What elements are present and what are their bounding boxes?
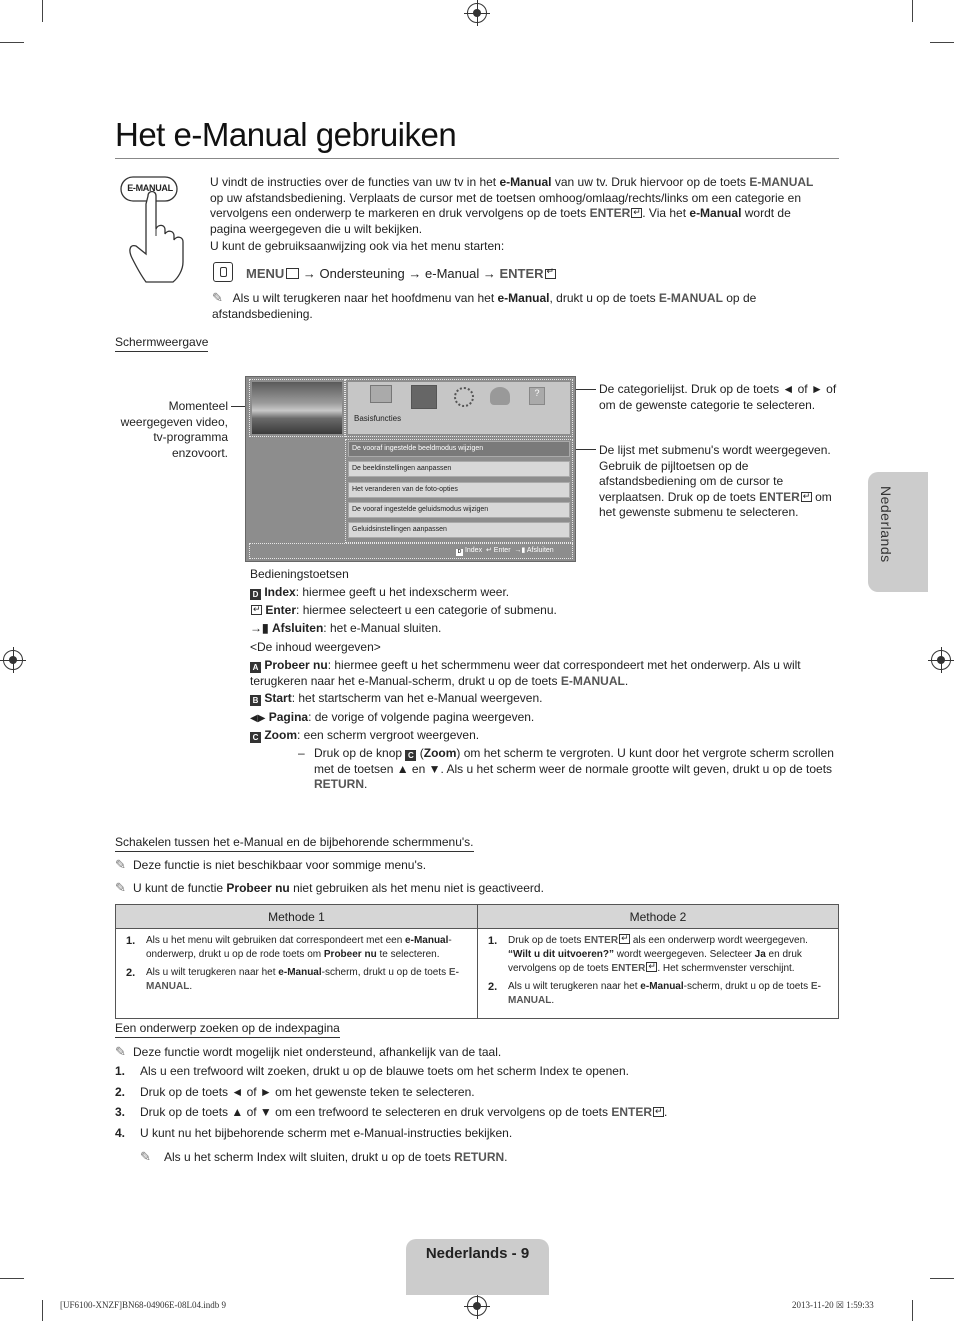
control-zoom: C Zoom: een scherm vergroot weergeven. <box>250 728 479 744</box>
menu-item-4[interactable]: De vooraf ingestelde geluidsmodus wijzigen <box>348 502 570 518</box>
registration-mark-bottom <box>467 1296 487 1316</box>
menu-path: MENU → Ondersteuning → e-Manual → ENTER↵ <box>246 266 556 281</box>
title-rule <box>115 158 839 159</box>
control-try-now: A Probeer nu: hiermee geeft u het schermmenu weer dat correspondeert met het onderwerp. Als u wilt terugkeren naar het e-Manual-scherm, drukt u op de toets E-MANUAL. <box>250 658 801 688</box>
page-footer-tab <box>406 1239 549 1295</box>
menu-item-5[interactable]: Geluidsinstellingen aanpassen <box>348 522 570 538</box>
switch-note-1: ✎ Deze functie is niet beschikbaar voor sommige menu's. <box>115 857 427 872</box>
method-2-step-2: 2. Als u wilt terugkeren naar het e-Manual-scherm, drukt u op de toets E-MANUAL. <box>488 981 821 1006</box>
category-icon-settings[interactable] <box>454 387 474 407</box>
registration-mark-right <box>931 650 951 670</box>
language-side-tab: Nederlands <box>868 472 928 592</box>
col-header-method-1: Methode 1 <box>116 905 478 929</box>
enter-icon <box>646 962 657 972</box>
exit-key-icon: →▮ <box>514 547 526 554</box>
index-step-4: 4. U kunt nu het bijbehorende scherm met e-Manual-instructies bekijken. <box>115 1126 513 1140</box>
intro-note: ✎ Als u wilt terugkeren naar het hoofdmenu van het e-Manual, drukt u op de toets E-MANUAL op de afstandsbediening. <box>212 290 757 321</box>
methods-table <box>115 904 839 1019</box>
control-bar-items: D Index ↵ Enter →▮ Afsluiten <box>457 547 554 555</box>
content-heading: <De inhoud weergeven> <box>250 640 381 654</box>
enter-icon <box>801 492 812 502</box>
page-number: Nederlands - 9 <box>425 1245 530 1262</box>
right-callout-line-1 <box>576 389 596 390</box>
menu-item-1[interactable]: De vooraf ingestelde beeldmodus wijzigen <box>348 441 570 457</box>
section-heading-switch: Schakelen tussen het e-Manual en de bijbehorende schermmenu's. <box>115 835 474 852</box>
enter-icon <box>545 269 556 279</box>
b-key-icon: B <box>250 695 261 706</box>
enter-key-icon: ↵ <box>485 547 492 554</box>
index-step-1: 1. Als u een trefwoord wilt zoeken, drukt u op de blauwe toets om het scherm Index te openen. <box>115 1064 629 1078</box>
note-pencil-icon: ✎ <box>212 290 223 305</box>
zoom-dash: – <box>298 746 305 760</box>
note-pencil-icon: ✎ <box>115 857 126 872</box>
method-2-step-1: 1. Druk op de toets ENTER↵ als een onderwerp wordt weergegeven. “Wilt u dit uitvoeren?” wordt weergegeven. Selecteer Ja en druk vervolgens op de toets ENTER↵ . Het schermvenster verschijnt. <box>486 934 830 976</box>
method-2-cell <box>478 929 839 1019</box>
right-callout-submenu: De lijst met submenu's wordt weergegeven. Gebruik de pijltoetsen op de afstandsbediening om de cursor te verplaatsen. Druk op de toets ENTER↵ om het gewenste submenu te selecteren. <box>599 443 839 521</box>
enter-icon <box>631 208 642 218</box>
index-step-3: 3. Druk op de toets ▲ of ▼ om een trefwoord te selecteren en druk vervolgens op de toets ENTER↵ . <box>115 1105 667 1120</box>
control-page: ◀▶ Pagina: de vorige of volgende pagina weergeven. <box>250 710 535 724</box>
section-heading-screen: Schermweergave <box>115 335 208 352</box>
e-manual-button-label: E-MANUAL <box>127 183 173 193</box>
control-index: D Index: hiermee geeft u het indexscherm weer. <box>250 585 509 601</box>
registration-mark-top <box>467 3 487 23</box>
col-header-method-2: Methode 2 <box>478 905 839 929</box>
left-callout: Momenteel weergegeven video, tv-programma enzovoort. <box>120 399 228 460</box>
enter-icon <box>251 605 262 615</box>
e-manual-screen <box>245 376 576 562</box>
slug-right: 2013-11-20 ☒ 1:59:33 <box>792 1300 874 1310</box>
index-note: ✎ Deze functie wordt mogelijk niet ondersteund, afhankelijk van de taal. <box>115 1044 502 1059</box>
index-d-icon: D <box>250 589 261 600</box>
c-key-icon: C <box>405 750 416 761</box>
c-key-icon: C <box>250 732 261 743</box>
menu-item-2[interactable]: De beeldinstellingen aanpassen <box>348 461 570 477</box>
method-1-step-1: 1. Als u het menu wilt gebruiken dat correspondeert met een e-Manual-onderwerp, drukt u op de rode toets om Probeer nu te selecteren. <box>126 935 452 960</box>
right-callout-line-2 <box>576 449 596 450</box>
right-callout-categories: De categorielijst. Druk op de toets ◄ of ► of om de gewenste categorie te selecteren. <box>599 382 837 412</box>
page-arrows-icon: ◀▶ <box>250 713 266 724</box>
menu-path-icon <box>213 262 233 282</box>
zoom-detail: Druk op de knop C (Zoom) om het scherm te vergroten. U kunt door het vergrote scherm scrollen met de toetsen ▲ en ▼. Als u het scherm weer de normale grootte wilt geven, drukt u op de toets RETURN. <box>314 746 834 792</box>
slug-left: [UF6100-XNZF]BN68-04906E-08L04.indb 9 <box>60 1300 226 1310</box>
control-start: B Start: het startscherm van het e-Manual weergeven. <box>250 691 542 707</box>
control-exit: →▮ Afsluiten: het e-Manual sluiten. <box>250 621 442 635</box>
note-pencil-icon: ✎ <box>115 880 126 895</box>
category-label: Basisfuncties <box>354 414 402 423</box>
method-1-cell <box>116 929 478 1019</box>
category-icon-help[interactable]: ? <box>529 387 545 405</box>
note-pencil-icon: ✎ <box>115 1044 126 1059</box>
note-pencil-icon: ✎ <box>140 1149 151 1164</box>
controls-heading: Bedieningstoetsen <box>250 567 349 581</box>
index-final-note: ✎ Als u het scherm Index wilt sluiten, drukt u op de toets RETURN. <box>140 1149 508 1164</box>
intro-paragraph: U vindt de instructies over de functies van uw tv in het e-Manual van uw tv. Druk hiervoor op de toets E-MANUAL op uw afstandsbediening. Verplaats de cursor met de toetsen omhoog/omlaag/rechts/links om een categorie en vervolgens een onderwerp te markeren en druk vervolgens op de toets ENTER↵ . Via het e-Manual wordt de pagina weergegeven die u wilt bekijken. <box>210 175 822 237</box>
category-icon-network[interactable] <box>490 387 510 405</box>
enter-icon <box>653 1107 664 1117</box>
index-key-icon: D <box>457 549 462 555</box>
registration-mark-left <box>3 650 23 670</box>
enter-icon <box>619 934 630 944</box>
a-key-icon: A <box>250 662 261 673</box>
exit-icon: →▮ <box>250 621 269 635</box>
menu-icon <box>286 268 299 279</box>
video-thumbnail <box>252 382 342 434</box>
control-enter: ↵ Enter: hiermee selecteert u een categorie of submenu. <box>250 603 557 619</box>
category-icon-picture[interactable] <box>411 385 437 409</box>
switch-note-2: ✎ U kunt de functie Probeer nu niet gebruiken als het menu niet is geactiveerd. <box>115 880 544 895</box>
method-1-step-2: 2. Als u wilt terugkeren naar het e-Manual-scherm, drukt u op de toets E-MANUAL. <box>126 967 459 992</box>
index-step-2: 2. Druk op de toets ◄ of ► om het gewenste teken te selecteren. <box>115 1085 475 1099</box>
page-title: Het e-Manual gebruiken <box>115 116 457 153</box>
intro-menu-note: U kunt de gebruiksaanwijzing ook via het menu starten: <box>210 239 505 253</box>
section-heading-index: Een onderwerp zoeken op de indexpagina <box>115 1021 340 1038</box>
menu-item-3[interactable]: Het veranderen van de foto-opties <box>348 482 570 498</box>
category-icon-basic[interactable] <box>370 385 392 403</box>
